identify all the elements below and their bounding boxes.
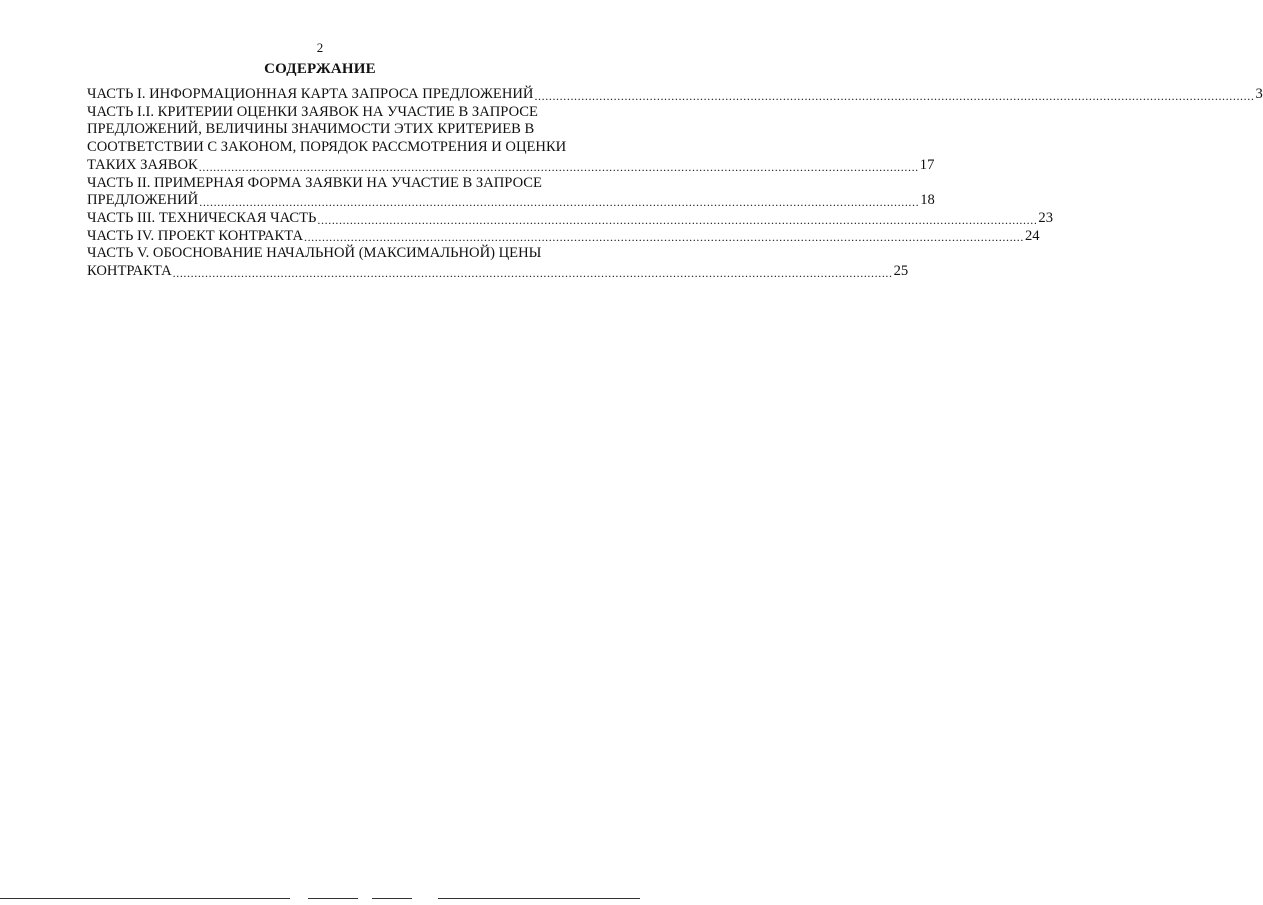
toc-entry-text-line [87, 139, 585, 157]
toc-page-number: 25 [893, 263, 909, 280]
toc-entry-title-line: СООТВЕТСТВИИ С ЗАКОНОМ, ПОРЯДОК РАССМОТРЕНИЯ И ОЦЕНКИ [87, 139, 567, 156]
dot-leader: ........................................................................................................................................................................................................ [199, 194, 920, 209]
toc-leader-line [87, 209, 1054, 228]
bottom-scan-rule [308, 898, 358, 899]
toc-entry-part-3[interactable] [87, 209, 1054, 228]
toc-page-number: 24 [1024, 227, 1040, 244]
toc-leader-line [87, 263, 909, 281]
toc-entry-text-line [87, 175, 585, 193]
toc-leader-line [87, 227, 1040, 246]
page-number: 2 [316, 40, 324, 55]
toc-page-number: 17 [919, 156, 935, 173]
toc-entry-title: ЧАСТЬ III. ТЕХНИЧЕСКАЯ ЧАСТЬ [87, 209, 317, 226]
toc-entry-title-line: ПРЕДЛОЖЕНИЙ, ВЕЛИЧИНЫ ЗНАЧИМОСТИ ЭТИХ КРИТЕРИЕВ В [87, 121, 535, 138]
toc-leader-line [87, 86, 1263, 104]
toc-entry-title: ПРЕДЛОЖЕНИЙ [87, 192, 199, 209]
toc-entry-title: ТАКИХ ЗАЯВОК [87, 156, 198, 173]
bottom-scan-rule [0, 898, 290, 899]
bottom-scan-rule [438, 898, 640, 899]
toc-entry-part-1-1[interactable] [87, 103, 935, 175]
toc-leader-line [87, 156, 935, 175]
toc-entry-title-line: ЧАСТЬ I.I. КРИТЕРИИ ОЦЕНКИ ЗАЯВОК НА УЧАСТИЕ В ЗАПРОСЕ [87, 103, 538, 120]
dot-leader: ........................................................................................................................................................................................................ [534, 88, 1255, 103]
toc-entry-text-line [87, 121, 585, 139]
toc-entry-text-line [87, 104, 585, 122]
toc-title: СОДЕРЖАНИЕ [264, 61, 376, 77]
toc-entry-part-2[interactable] [87, 174, 935, 210]
dot-leader: ........................................................................................................................................................................................................ [172, 265, 893, 280]
toc-page-number: 18 [920, 192, 935, 209]
toc-entry-title: ЧАСТЬ IV. ПРОЕКТ КОНТРАКТА [87, 227, 303, 244]
toc-entry-part-4[interactable] [87, 227, 1040, 246]
toc-entry-text-line [87, 245, 585, 263]
dot-leader: ........................................................................................................................................................................................................ [198, 159, 919, 174]
toc-entry-title-line: ЧАСТЬ II. ПРИМЕРНАЯ ФОРМА ЗАЯВКИ НА УЧАСТИЕ В ЗАПРОСЕ [87, 174, 542, 191]
toc-page-number: 3 [1255, 86, 1263, 102]
toc-leader-line [87, 192, 935, 210]
dot-leader: ........................................................................................................................................................................................................ [303, 230, 1024, 245]
bottom-scan-rule [372, 898, 412, 899]
toc-entry-part-5[interactable] [87, 245, 909, 280]
toc-entry-title: КОНТРАКТА [87, 263, 172, 280]
toc-entry-part-1[interactable] [87, 86, 1263, 104]
toc-entry-title-line: ЧАСТЬ V. ОБОСНОВАНИЕ НАЧАЛЬНОЙ (МАКСИМАЛЬНОЙ) ЦЕНЫ [87, 245, 542, 262]
toc-entry-title: ЧАСТЬ I. ИНФОРМАЦИОННАЯ КАРТА ЗАПРОСА ПРЕДЛОЖЕНИЙ [87, 86, 534, 102]
dot-leader: ........................................................................................................................................................................................................ [317, 212, 1038, 227]
table-of-contents [87, 86, 1263, 281]
toc-page-number: 23 [1038, 209, 1054, 226]
